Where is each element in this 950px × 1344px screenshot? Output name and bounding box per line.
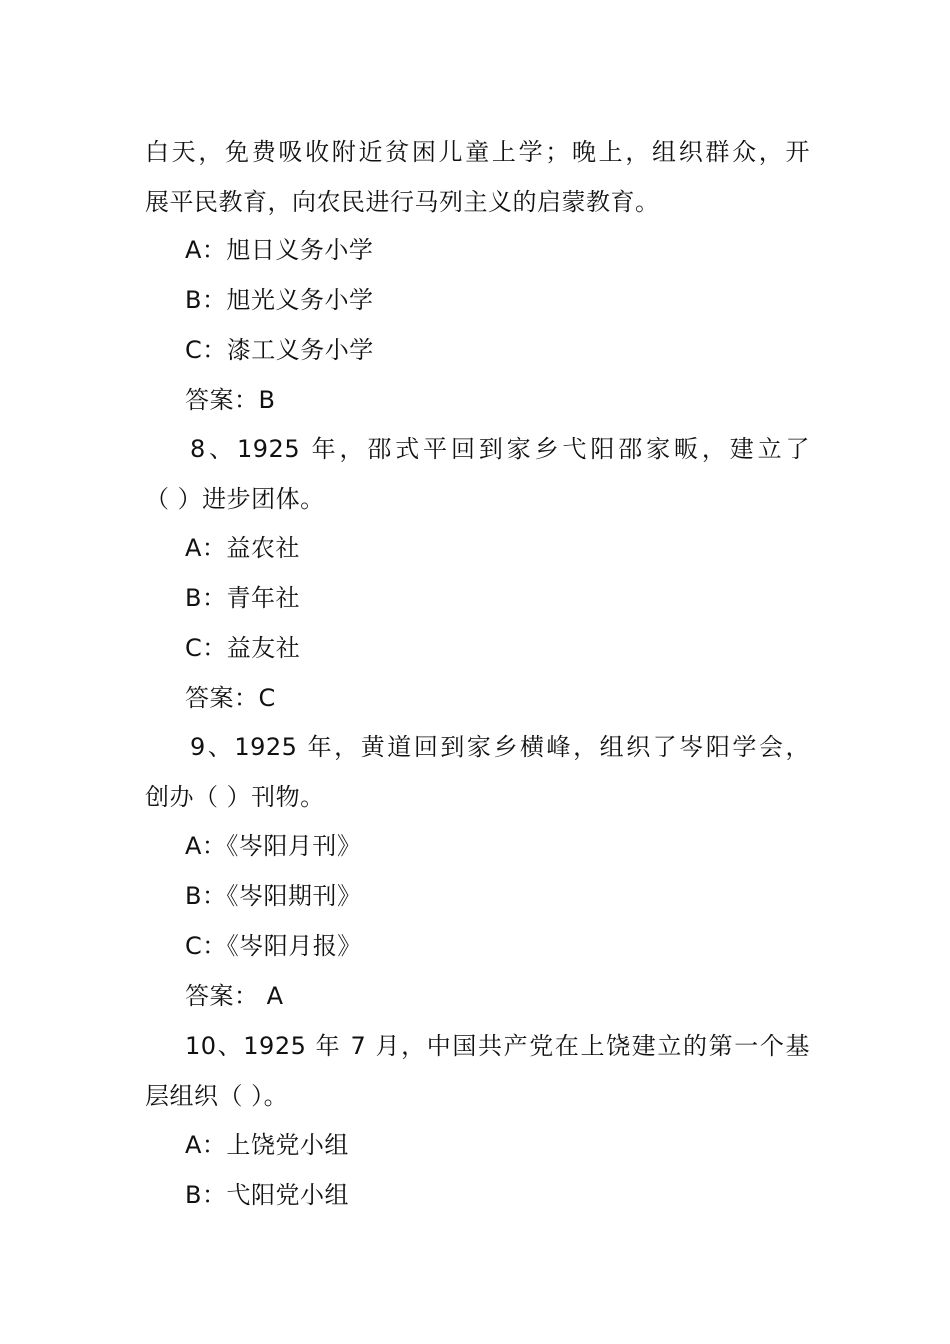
- option-b: B：青年社: [185, 584, 300, 612]
- paragraph-line: 展平民教育，向农民进行马列主义的启蒙教育。: [145, 188, 660, 216]
- option-b: B：旭光义务小学: [185, 286, 374, 314]
- question-8: 8、1925 年，邵式平回到家乡弋阳邵家畈，建立了: [190, 435, 810, 463]
- option-c: C：益友社: [185, 634, 301, 662]
- answer-line: 答案：B: [185, 386, 276, 414]
- option-a: A：益农社: [185, 534, 300, 562]
- option-a: A：上饶党小组: [185, 1131, 349, 1159]
- option-c: C：漆工义务小学: [185, 336, 374, 364]
- question-8-continued: （ ）进步团体。: [145, 485, 325, 513]
- option-a: A：《岑阳月刊》: [185, 832, 362, 860]
- option-c: C：《岑阳月报》: [185, 932, 362, 960]
- question-9-continued: 创办（ ）刊物。: [145, 783, 325, 811]
- question-9: 9、1925 年，黄道回到家乡横峰，组织了岑阳学会，: [190, 733, 810, 761]
- paragraph-line: 白天，免费吸收附近贫困儿童上学；晚上，组织群众，开: [145, 138, 810, 166]
- answer-line: 答案：C: [185, 684, 276, 712]
- option-b: B：弋阳党小组: [185, 1181, 349, 1209]
- answer-line: 答案： A: [185, 982, 284, 1010]
- question-10-continued: 层组织（ ）。: [145, 1082, 289, 1110]
- option-b: B：《岑阳期刊》: [185, 882, 362, 910]
- option-a: A：旭日义务小学: [185, 236, 374, 264]
- question-10: 10、1925 年 7 月，中国共产党在上饶建立的第一个基: [185, 1032, 810, 1060]
